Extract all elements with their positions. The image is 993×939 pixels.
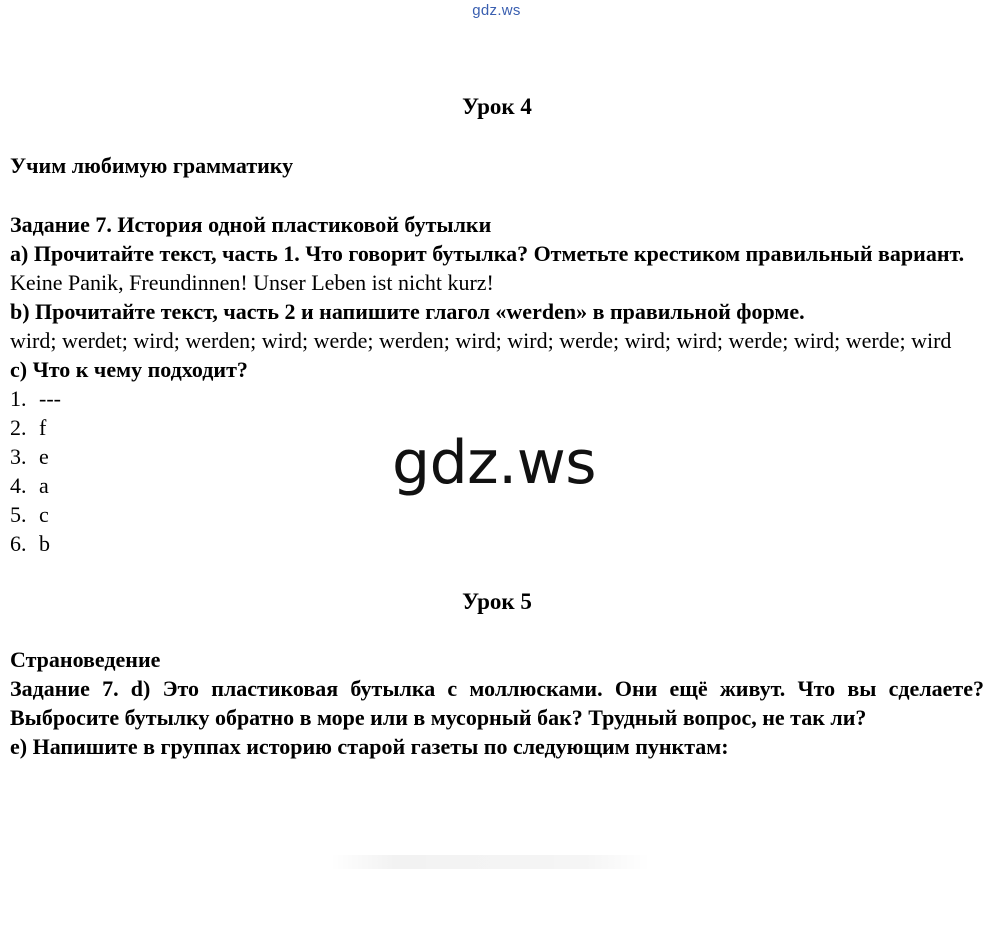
list-item-number: 6. — [10, 531, 27, 556]
list-item-value: --- — [39, 386, 61, 411]
list-item — [10, 500, 984, 529]
task-a-answer: Keine Panik, Freundinnen! Unser Leben ist nicht kurz! — [10, 270, 494, 295]
lesson-5-section: Страноведение — [10, 647, 161, 672]
list-item-value: f — [39, 415, 47, 440]
task-e-text: e) Напишите в группах историю старой газеты по следующим пунктам: — [10, 734, 729, 759]
list-item-number: 5. — [10, 502, 27, 527]
list-item-value: a — [39, 473, 49, 498]
task-b-answer: wird; werdet; wird; werden; wird; werde; werden; wird; wird; werde; wird; wird; werde; wird; werde; wird — [10, 328, 952, 353]
task-d-text: Задание 7. d) Это пластиковая бутылка с моллюсками. Они ещё живут. Что вы сделаете? Выбросите бутылку обратно в море или в мусорный бак? Трудный вопрос, не так ли? — [10, 676, 984, 730]
document-body — [10, 92, 984, 761]
lesson-4-title: Урок 4 — [462, 94, 532, 119]
task-7-title: Задание 7. История одной пластиковой бутылки — [10, 212, 492, 237]
list-item-number: 4. — [10, 473, 27, 498]
task-c-question: c) Что к чему подходит? — [10, 357, 248, 382]
task-a-question: a) Прочитайте текст, часть 1. Что говорит бутылка? Отметьте крестиком правильный вариант. — [10, 241, 965, 266]
watermark-center: gdz.ws — [392, 428, 597, 498]
lesson-5-title: Урок 5 — [462, 589, 532, 614]
list-item — [10, 384, 984, 413]
faded-scan-line — [330, 855, 650, 869]
list-item-number: 2. — [10, 415, 27, 440]
list-item-value: b — [39, 531, 50, 556]
list-item-number: 1. — [10, 386, 27, 411]
watermark-top: gdz.ws — [472, 2, 521, 19]
lesson-4-section: Учим любимую грамматику — [10, 153, 294, 178]
list-item-value: e — [39, 444, 49, 469]
task-b-question: b) Прочитайте текст, часть 2 и напишите глагол «werden» в правильной форме. — [10, 299, 805, 324]
list-item — [10, 529, 984, 558]
list-item-value: c — [39, 502, 49, 527]
list-item-number: 3. — [10, 444, 27, 469]
